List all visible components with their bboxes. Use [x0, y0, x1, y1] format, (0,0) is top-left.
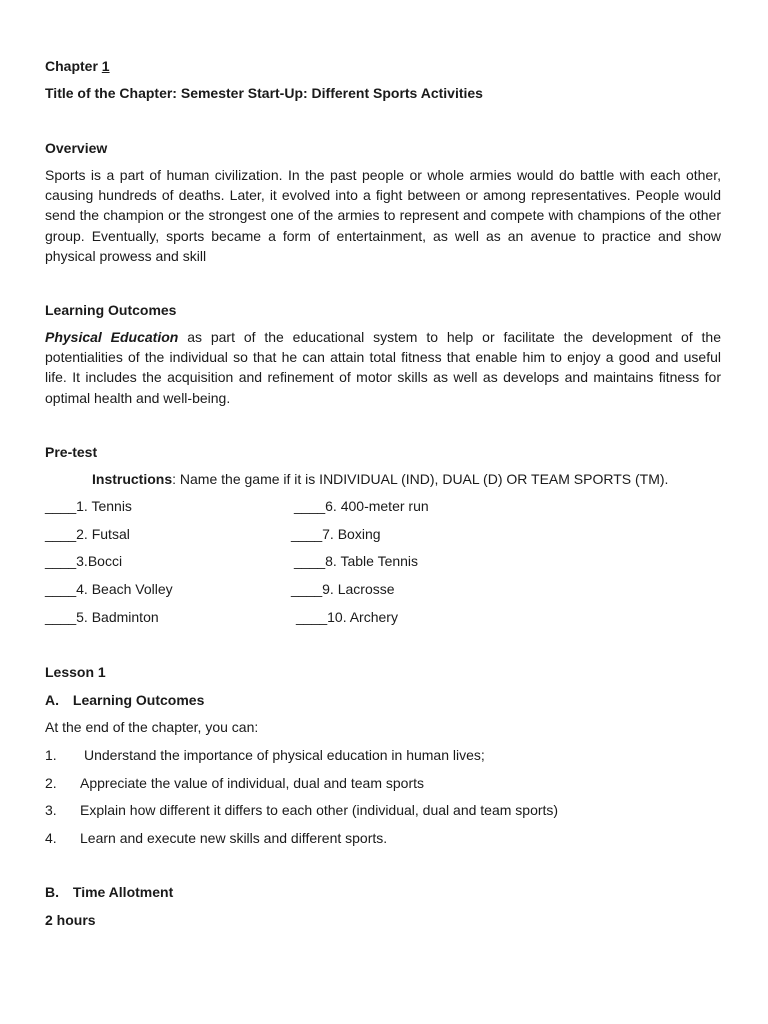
section-b-marker: B. — [45, 884, 59, 900]
section-a-title: Learning Outcomes — [72, 692, 205, 708]
overview-paragraph: Sports is a part of human civilization. In the past people or whole armies would do battle with each other, causing hundreds of deaths. Later, it evolved into a fight between or among representatives. People would send the champion or the strongest one of the armies to represent and compete with champions of the other group. Eventually, sports became a form of entertainment, as well as an avenue to practice and show physical prowess and skill — [45, 167, 721, 264]
pretest-instructions — [92, 470, 668, 488]
chapter-heading — [45, 57, 110, 75]
pretest-item: ____4. Beach Volley — [45, 581, 173, 597]
chapter-number: 1 — [101, 58, 110, 74]
outcome-text: Appreciate the value of individual, dual and team sports — [80, 775, 424, 791]
outcome-text: Learn and execute new skills and different sports. — [80, 830, 388, 846]
pretest-item: ____2. Futsal — [45, 526, 130, 542]
outcome-text: Explain how different it differs to each other (individual, dual and team sports) — [80, 802, 559, 818]
pretest-heading: Pre-test — [45, 444, 98, 460]
learning-outcomes-heading: Learning Outcomes — [45, 302, 177, 318]
lesson-heading: Lesson 1 — [45, 664, 106, 680]
section-b-title: Time Allotment — [72, 884, 174, 900]
outcome-number: 4. — [45, 830, 57, 846]
outcome-number: 3. — [45, 802, 57, 818]
pretest-item: ____1. Tennis — [45, 498, 132, 514]
pretest-item: ____6. 400-meter run — [294, 498, 429, 514]
time-allotment-value: 2 hours — [45, 912, 96, 928]
lesson-intro: At the end of the chapter, you can: — [45, 719, 259, 735]
pretest-item: ____5. Badminton — [45, 609, 159, 625]
chapter-label: Chapter — [45, 58, 98, 74]
overview-heading: Overview — [45, 140, 108, 156]
pe-term: Physical Education — [45, 329, 179, 345]
pretest-item: ____8. Table Tennis — [294, 553, 419, 569]
section-b-heading — [45, 883, 173, 901]
pretest-item: ____9. Lacrosse — [291, 581, 395, 597]
instructions-label: Instructions — [92, 471, 173, 487]
section-a-heading — [45, 691, 204, 709]
section-a-marker: A. — [45, 692, 59, 708]
learning-outcomes-paragraph — [45, 327, 721, 408]
outcome-number: 2. — [45, 775, 57, 791]
chapter-title: Title of the Chapter: Semester Start-Up: Different Sports Activities — [45, 85, 483, 101]
pretest-item: ____7. Boxing — [291, 526, 381, 542]
pe-definition: as part of the educational system to help or facilitate the development of the potentialities of the individual so that he can attain total fitness that enable him to enjoy a good and useful life. It includes the acquisition and refinement of motor skills as well as develops and maintains fitness for optimal health and well-being. — [45, 329, 722, 406]
instructions-text: : Name the game if it is INDIVIDUAL (IND), DUAL (D) OR TEAM SPORTS (TM). — [172, 471, 669, 487]
pretest-item: ____10. Archery — [296, 609, 398, 625]
outcome-number: 1. — [45, 747, 57, 763]
pretest-item: ____3.Bocci — [45, 553, 123, 569]
outcome-text: Understand the importance of physical education in human lives; — [84, 747, 485, 763]
